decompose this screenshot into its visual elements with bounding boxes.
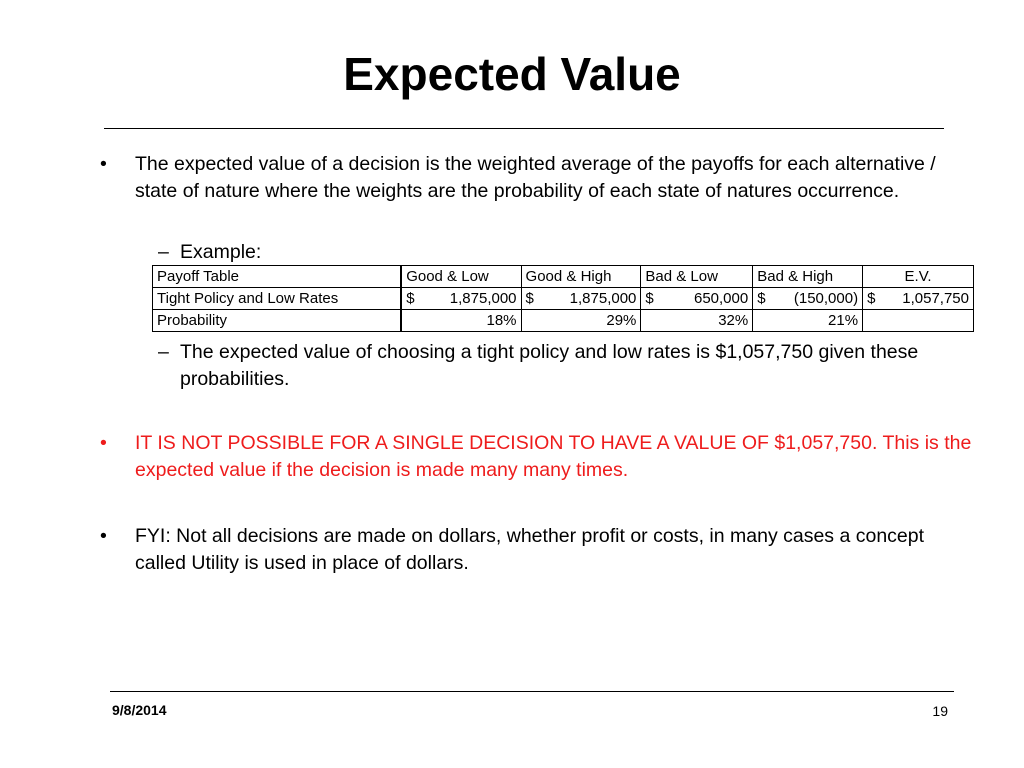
currency-symbol: $: [757, 290, 766, 307]
sub-bullet-item: [158, 239, 458, 266]
table-header-cell: Bad & High: [753, 266, 863, 288]
currency-symbol: $: [645, 290, 654, 307]
bullet-marker: •: [100, 525, 107, 547]
footer-divider: [110, 691, 954, 692]
cell-amount: 1,875,000: [569, 290, 637, 307]
sub-bullet-marker: –: [158, 241, 169, 263]
bullet-item: [100, 430, 980, 484]
slide-title: Expected Value: [343, 48, 681, 100]
table-cell: [863, 310, 974, 332]
table-cell: [641, 288, 753, 310]
bullet-text: The expected value of a decision is the weighted average of the payoffs for each alternative / state of nature where the weights are the probability of each state of natures occurrence.: [135, 153, 936, 202]
currency-symbol: $: [406, 290, 415, 307]
currency-symbol: $: [525, 290, 534, 307]
sub-bullet-item: [158, 339, 988, 393]
table-cell: 32%: [641, 310, 753, 332]
bullet-text: IT IS NOT POSSIBLE FOR A SINGLE DECISION TO HAVE A VALUE OF $1,057,750. This is the expected value if the decision is made many many times.: [135, 432, 972, 481]
bullet-marker: •: [100, 432, 107, 454]
table-cell: [753, 288, 863, 310]
table-cell: [401, 288, 521, 310]
page-number: 19: [932, 703, 948, 719]
sub-bullet-text: The expected value of choosing a tight policy and low rates is $1,057,750 given these probabilities.: [180, 341, 919, 390]
bullet-text: FYI: Not all decisions are made on dollars, whether profit or costs, in many cases a concept called Utility is used in place of dollars.: [135, 525, 925, 574]
table-cell: 18%: [401, 310, 521, 332]
table-cell: 21%: [753, 310, 863, 332]
bullet-item: [100, 151, 980, 232]
table-header-cell: E.V.: [863, 266, 974, 288]
table-header-row: [153, 266, 974, 288]
payoff-table: [152, 265, 974, 332]
bullet-marker: •: [100, 153, 107, 175]
table-cell: [863, 288, 974, 310]
table-row-label: Tight Policy and Low Rates: [153, 288, 402, 310]
table-header-cell: Bad & Low: [641, 266, 753, 288]
table-row-label: Probability: [153, 310, 402, 332]
table-cell: [521, 288, 641, 310]
table-row: [153, 310, 974, 332]
table-row: [153, 288, 974, 310]
title-divider: [104, 128, 944, 129]
cell-amount: (150,000): [793, 290, 859, 307]
cell-amount: 650,000: [693, 290, 749, 307]
sub-bullet-marker: –: [158, 341, 169, 363]
table-header-cell: Good & Low: [401, 266, 521, 288]
table-header-cell: Good & High: [521, 266, 641, 288]
sub-bullet-text: Example:: [180, 241, 262, 263]
currency-symbol: $: [867, 290, 876, 307]
footer-date: 9/8/2014: [112, 702, 167, 718]
cell-amount: 1,875,000: [449, 290, 517, 307]
cell-amount: 1,057,750: [902, 290, 969, 307]
table-cell: 29%: [521, 310, 641, 332]
bullet-item: [100, 523, 980, 577]
table-header-cell: Payoff Table: [153, 266, 402, 288]
